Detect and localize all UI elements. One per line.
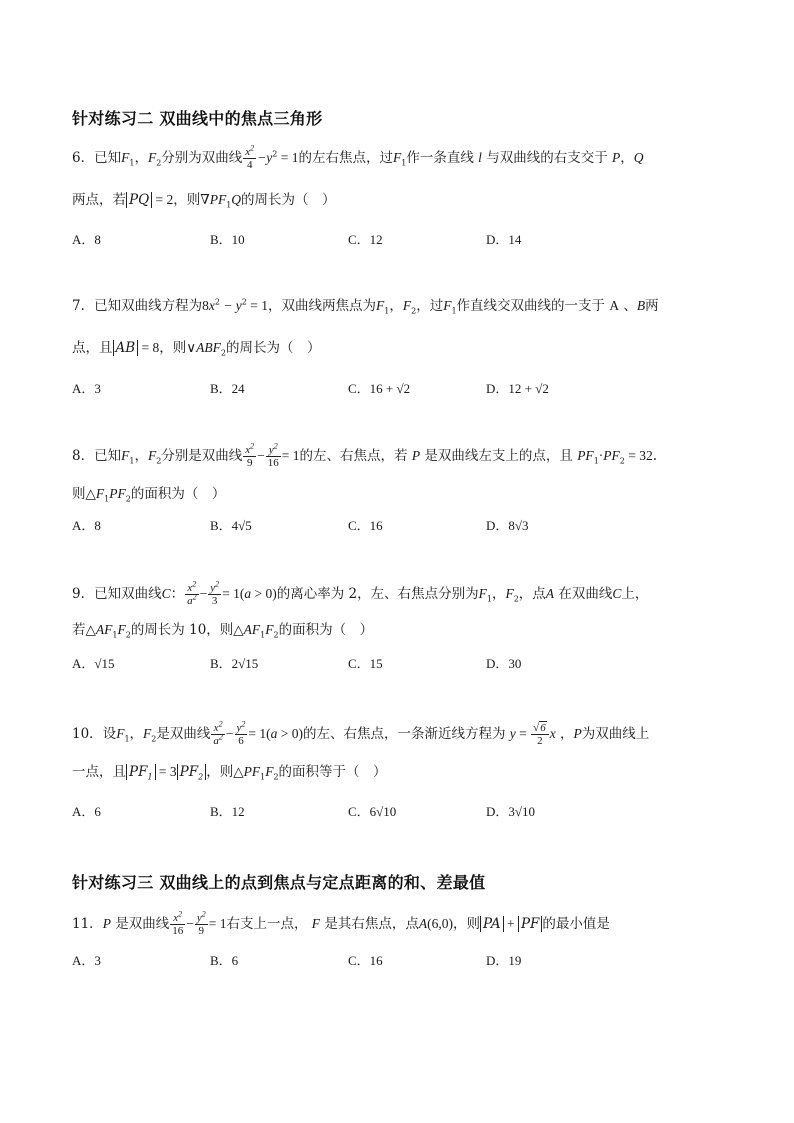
question-7-options	[72, 378, 632, 398]
option-c[interactable]: C．6√10	[348, 804, 397, 819]
question-6-line-2: 两点，若 PQ = 2，则$\nabla PF_1Q$的周长为（ ）	[72, 192, 336, 210]
fraction: $\frac{x^2}{16}$	[172, 909, 184, 937]
question-8-line-2: 则$\triangle F_1PF_2$的面积为（ ）	[72, 486, 226, 504]
option-b[interactable]: B．2√15	[210, 656, 259, 671]
question-6-options	[72, 229, 632, 249]
option-d[interactable]: D．12 + √2	[486, 381, 549, 396]
fraction: $\frac{√6}{2}$	[531, 722, 549, 747]
question-10-line-2: 一点，且 $PF_1 = 3$ $PF_2$ ，则$\triangle PF_1F_2$的面积等于（ ）	[72, 764, 387, 782]
option-a[interactable]: A．8	[72, 518, 101, 533]
question-6-line-1: 6．已知$F_1$，$F_2$分别为双曲线 $\frac{x^2}{4}$ $-y^2 = 1$的左右焦点，过$F_1$作一条直线 l 与双曲线的右支交于 P，Q	[72, 143, 644, 171]
fraction: $\frac{x^2}{a^2}$	[187, 579, 197, 607]
question-9-line-2: 若$\triangle AF_1F_2$的周长为 10，则$\triangle AF_1F_2$的面积为（ ）	[72, 622, 374, 640]
option-d[interactable]: D．14	[486, 232, 522, 247]
option-c[interactable]: C．16	[348, 953, 383, 968]
option-b[interactable]: B．6	[210, 953, 239, 968]
question-7-line-1: 7．已知双曲线方程为$8x^2 - y^2 = 1$，双曲线两焦点为$F_1$，$F_2$，过$F_1$作直线交双曲线的一支于 A 、B两	[72, 297, 659, 316]
question-9-options	[72, 653, 632, 673]
option-a[interactable]: A．√15	[72, 656, 115, 671]
fraction: $\frac{y^2}{3}$	[210, 579, 220, 607]
fraction: $\frac{y^2}{9}$	[196, 909, 206, 937]
section-title-3: 针对练习三 双曲线上的点到焦点与定点距离的和、差最值	[72, 873, 486, 892]
question-11-line-1: 11．P 是双曲线 $\frac{x^2}{16}$ − $\frac{y^2}{9}$ = 1右支上一点， F 是其右焦点，点A(6,0)，则 PA + PF 的最小值是	[72, 909, 610, 937]
option-d[interactable]: D．19	[486, 953, 522, 968]
question-10-options	[72, 801, 632, 821]
option-d[interactable]: D．8√3	[486, 518, 529, 533]
question-9-line-1: 9．已知双曲线C： $\frac{x^2}{a^2}$ − $\frac{y^2}{3}$ = 1(a > 0)的离心率为 2，左、右焦点分别为$F_1$，$F_2$，点A 在双曲线C上，	[72, 579, 649, 607]
option-d[interactable]: D．30	[486, 656, 522, 671]
option-b[interactable]: B．10	[210, 232, 245, 247]
option-b[interactable]: B．24	[210, 381, 245, 396]
option-b[interactable]: B．12	[210, 804, 245, 819]
question-10-line-1: 10．设$F_1$，$F_2$是双曲线 $\frac{x^2}{a^2}$ − $\frac{y^2}{6}$ = 1(a > 0)的左、右焦点，一条渐近线方程为 y = $\frac{√6}{2}$ x ，P为双曲线上	[72, 719, 650, 747]
option-c[interactable]: C．15	[348, 656, 383, 671]
question-number: 8．	[72, 448, 95, 464]
question-number: 11．	[72, 916, 103, 932]
question-number: 9．	[72, 586, 95, 602]
option-c[interactable]: C．16	[348, 518, 383, 533]
fraction: $\frac{y^2}{16}$	[267, 441, 279, 469]
option-b[interactable]: B．4√5	[210, 518, 252, 533]
question-8-line-1: 8．已知$F_1$，$F_2$分别是双曲线 $\frac{x^2}{9}$ − $\frac{y^2}{16}$ = 1的左、右焦点，若 P 是双曲线左支上的点，且 $PF_1\cdot PF_2 = 32$.	[72, 441, 658, 469]
option-a[interactable]: A．8	[72, 232, 101, 247]
question-number: 10．	[72, 726, 103, 742]
question-number: 6．	[72, 150, 95, 166]
option-a[interactable]: A．3	[72, 381, 101, 396]
question-11-options	[72, 950, 632, 970]
option-d[interactable]: D．3√10	[486, 804, 536, 819]
option-a[interactable]: A．6	[72, 804, 101, 819]
fraction: $\frac{x^2}{a^2}$	[213, 719, 223, 747]
fraction: $\frac{x^2}{9}$	[245, 441, 255, 469]
option-c[interactable]: C．16 + √2	[348, 381, 411, 396]
question-8-options	[72, 515, 632, 535]
question-7-line-2: 点，且 AB = 8，则$\vee ABF_2$的周长为（ ）	[72, 340, 321, 358]
fraction: $\frac{y^2}{6}$	[236, 719, 246, 747]
fraction: $\frac{x^2}{4}$	[245, 143, 255, 171]
section-title-2: 针对练习二 双曲线中的焦点三角形	[72, 109, 323, 128]
option-a[interactable]: A．3	[72, 953, 101, 968]
option-c[interactable]: C．12	[348, 232, 383, 247]
question-number: 7．	[72, 298, 95, 314]
